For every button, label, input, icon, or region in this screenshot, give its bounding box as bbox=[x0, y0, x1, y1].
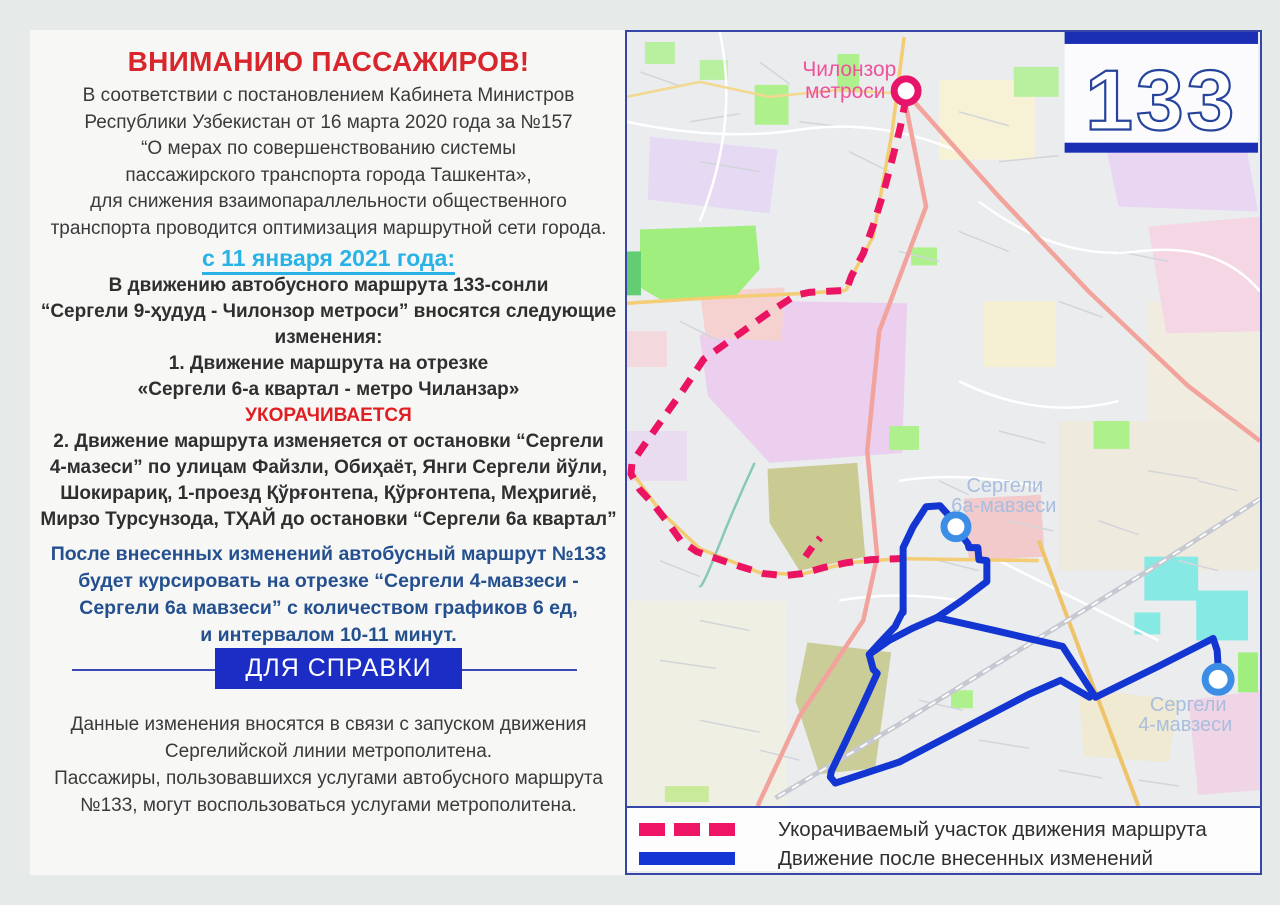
route-number: 133 bbox=[1085, 52, 1238, 149]
changes-paragraph bbox=[40, 273, 617, 533]
shortened-emphasis: УКОРАЧИВАЕТСЯ bbox=[245, 405, 412, 426]
reference-banner bbox=[30, 648, 627, 694]
legend-item-changed bbox=[639, 844, 1260, 873]
paragraph-line: 2. Движение маршрута изменяется от остановки “Сергели bbox=[53, 431, 604, 452]
paragraph-line: №133, могут воспользоваться услугами метрополитена. bbox=[80, 795, 577, 816]
paragraph-line: “Сергели 9-ҳудуд - Чилонзор метроси” вносятся следующие bbox=[40, 301, 617, 322]
paragraph-line: будет курсировать на отрезке “Сергели 4-мавзеси - bbox=[78, 570, 579, 592]
page-title: ВНИМАНИЮ ПАССАЖИРОВ! bbox=[127, 46, 530, 77]
paragraph-line: После внесенных изменений автобусный маршрут №133 bbox=[50, 543, 607, 565]
sergeli-6a-marker[interactable] bbox=[944, 515, 968, 539]
paragraph-line: 4-мазеси” по улицам Файзли, Обиҳаёт, Янги Сергели йўли, bbox=[49, 457, 608, 478]
paragraph-line: «Сергели 6-а квартал - метро Чиланзар» bbox=[137, 379, 520, 400]
paragraph-line: Пассажиры, пользовавшихся услугами автобусного маршрута bbox=[54, 768, 603, 789]
paragraph-line: “О мерах по совершенствованию системы bbox=[141, 138, 516, 159]
paragraph-line: Мирзо Турсунзода, ТҲАЙ до остановки “Сергели 6а квартал” bbox=[40, 509, 617, 530]
notice-panel bbox=[30, 30, 627, 875]
paragraph-line: В движению автобусного маршрута 133-сонли bbox=[108, 275, 549, 296]
reference-banner-box: ДЛЯ СПРАВКИ bbox=[215, 648, 462, 689]
paragraph-line: и интервалом 10-11 минут. bbox=[200, 624, 457, 646]
route-map-panel bbox=[625, 30, 1262, 875]
map-legend bbox=[627, 806, 1260, 871]
paragraph-line: В соответствии с постановлением Кабинета Министров bbox=[82, 85, 575, 106]
legend-item-shortened bbox=[639, 815, 1260, 844]
paragraph-line: Сергели 6а мавзеси” с количеством графиков 6 ед, bbox=[79, 597, 578, 619]
paragraph-line: транспорта проводится оптимизация маршрутной сети города. bbox=[50, 217, 607, 239]
chilonzor-metro-marker[interactable] bbox=[894, 79, 918, 103]
paragraph-line: Сергелийской линии метрополитена. bbox=[164, 741, 493, 762]
sergeli-4-marker[interactable] bbox=[1205, 666, 1231, 692]
legend-label: Движение после внесенных изменений bbox=[778, 846, 1153, 870]
paragraph-line: Республики Узбекистан от 16 марта 2020 года за №157 bbox=[84, 111, 573, 133]
dashed-pink-swatch bbox=[639, 823, 735, 836]
paragraph-line: Шокирариқ, 1-проезд Қўрғонтепа, Қўрғонтепа, Меҳригиё, bbox=[60, 483, 597, 504]
legend-label: Укорачиваемый участок движения маршрута bbox=[778, 817, 1207, 841]
paragraph-line: изменения: bbox=[274, 327, 383, 348]
paragraph-line: Данные изменения вносятся в связи с запуском движения bbox=[70, 714, 587, 735]
chilonzor-label-line1: Чилонзор bbox=[802, 57, 897, 81]
solid-blue-swatch bbox=[639, 852, 735, 865]
paragraph-line: пассажирского транспорта города Ташкента», bbox=[125, 164, 532, 186]
poster bbox=[30, 30, 1262, 875]
sergeli6a-label-line2: 6а-мавзеси bbox=[951, 494, 1057, 517]
sergeli4-label-line2: 4-мавзеси bbox=[1138, 714, 1233, 737]
chilonzor-label-line2: метроси bbox=[805, 79, 886, 103]
intro-paragraph bbox=[40, 83, 617, 242]
paragraph-line: 1. Движение маршрута на отрезке bbox=[168, 353, 489, 374]
route-number-badge bbox=[1065, 32, 1258, 153]
paragraph-line: для снижения взаимопараллельности общественного bbox=[90, 191, 567, 212]
route-map[interactable] bbox=[627, 32, 1260, 806]
sergeli6a-label-line1: Сергели bbox=[966, 474, 1044, 497]
reference-paragraph bbox=[40, 711, 617, 819]
effective-date-heading: с 11 января 2021 года: bbox=[40, 245, 617, 272]
sergeli4-label-line1: Сергели bbox=[1149, 694, 1227, 717]
result-paragraph bbox=[40, 541, 617, 649]
